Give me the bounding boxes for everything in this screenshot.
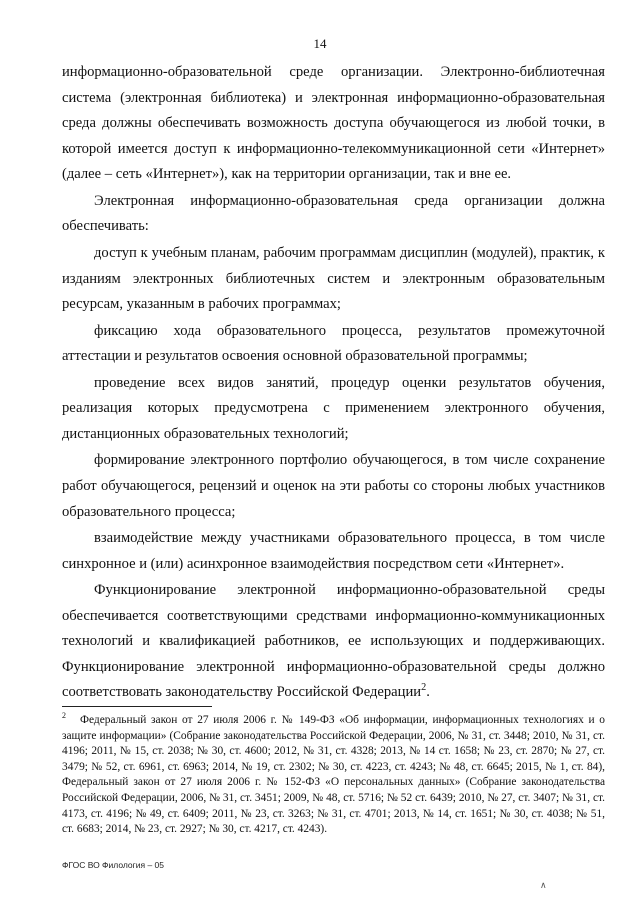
body-text xyxy=(62,60,605,707)
footnote-divider xyxy=(62,706,212,707)
list-item-classes: проведение всех видов занятий, процедур оценки результатов обучения, реализация которых предусмотрена с применением электронного обучения, дистанционных образовательных технологий; xyxy=(62,374,605,442)
footer-standard-label: ФГОС ВО Филология – 05 xyxy=(62,860,165,870)
paragraph-continuation: информационно-образовательной среде организации. Электронно-библиотечная система (электронная библиотека) и электронная информационно-образовательная среда должны обеспечивать возможность доступа обучающегося из любой точки, в которой имеется доступ к информационно-телекоммуникационной сети «Интернет» (далее – сеть «Интернет»), как на территории организации, так и вне ее. xyxy=(62,64,605,183)
list-item-access: доступ к учебным планам, рабочим программам дисциплин (модулей), практик, к изданиям электронных библиотечных систем и электронным образовательным ресурсам, указанным в рабочих программах; xyxy=(62,244,605,313)
footnote-reference: 2 xyxy=(421,682,427,694)
paragraph-functioning-text: Функционирование электронной информационно-образовательной среды обеспечивается соответствующими средствами информационно-коммуникационных технологий и квалификацией работников, ее использующих и поддерживающих. Функционирование электронной информационно-образовательной среды должно соответствовать законодательству Российской Федерации xyxy=(62,582,605,701)
paragraph-functioning: Функционирование электронной информационно-образовательной среды обеспечивается соответствующими средствами информационно-коммуникационных технологий и квалификацией работников, ее использующих и поддерживающих. Функционирование электронной информационно-образовательной среды должно соответствовать законодательству Российской Федерации$^2$. xyxy=(62,582,605,701)
footnote: $^2$ Федеральный закон от 27 июля 2006 г. № 149-ФЗ «Об информации, информационных технологиях и о защите информации» (Собрание законодательства Российской Федерации, 2006, № 31, ст. 3448; 2010, № 31, ст. 4196; 2011, № 15, ст. 2038; № 30, ст. 4600; 2012, № 31, ст. 4328; 2013, № 14 ст. 1658; № 23, ст. 2870; № 27, ст. 3479; № 52, ст. 6961, ст. 6963; 2014, № 19, ст. 2302; № 30, ст. 4223, ст. 4243; № 48, ст. 6645; 2015, № 1, ст. 84), Федеральный закон от 27 июля 2006 г. № 152-ФЗ «О персональных данных» (Собрание законодательства Российской Федерации, 2006, № 31, ст. 3451; 2009, № 48, ст. 5716; № 52 ст. 6439; 2010, № 27, ст. 3407; № 31, ст. 4173, ст. 4196; № 49, ст. 6409; 2011, № 23, ст. 3263; № 31, ст. 4701; 2013, № 14, ст. 1651; № 30, ст. 4038; № 51, ст. 6683; 2014, № 23, ст. 2927; № 30, ст. 4217, ст. 4243). xyxy=(62,711,605,836)
page-number: 14 xyxy=(313,36,327,51)
paragraph-eios-intro: Электронная информационно-образовательная среда организации должна обеспечивать: xyxy=(62,192,605,235)
footnote-text: Федеральный закон от 27 июля 2006 г. № 149-ФЗ «Об информации, информационных технологиях и о защите информации» (Собрание законодательства Российской Федерации, 2006, № 31, ст. 3448; 2010, № 31, ст. 4196; 2011, № 15, ст. 2038; № 30, ст. 4600; 2012, № 31, ст. 4328; 2013, № 14 ст. 1658; № 23, ст. 2870; № 27, ст. 3479; № 52, ст. 6961, ст. 6963; 2014, № 19, ст. 2302; № 30, ст. 4223, ст. 4243; № 48, ст. 6645; 2015, № 1, ст. 84), Федеральный закон от 27 июля 2006 г. № 152-ФЗ «О персональных данных» (Собрание законодательства Российской Федерации, 2006, № 31, ст. 3451; 2009, № 48, ст. 5716; № 52 ст. 6439; 2010, № 27, ст. 3407; № 31, ст. 4173, ст. 4196; № 49, ст. 6409; 2011, № 23, ст. 3263; № 31, ст. 4701; 2013, № 14, ст. 1651; № 30, ст. 4038; № 51, ст. 6683; 2014, № 23, ст. 2927; № 30, ст. 4217, ст. 4243). xyxy=(62,714,605,836)
list-item-interaction: взаимодействие между участниками образовательного процесса, в том числе синхронное и (или) асинхронное взаимодействия посредством сети «Интернет». xyxy=(62,530,605,572)
list-item-portfolio: формирование электронного портфолио обучающегося, в том числе сохранение работ обучающегося, рецензий и оценок на эти работы со стороны любых участников образовательного процесса; xyxy=(62,452,605,520)
footer-mark: ∧ xyxy=(540,880,547,890)
list-item-fixation: фиксацию хода образовательного процесса, результатов промежуточной аттестации и результатов освоения основной образовательной программы; xyxy=(62,322,605,365)
